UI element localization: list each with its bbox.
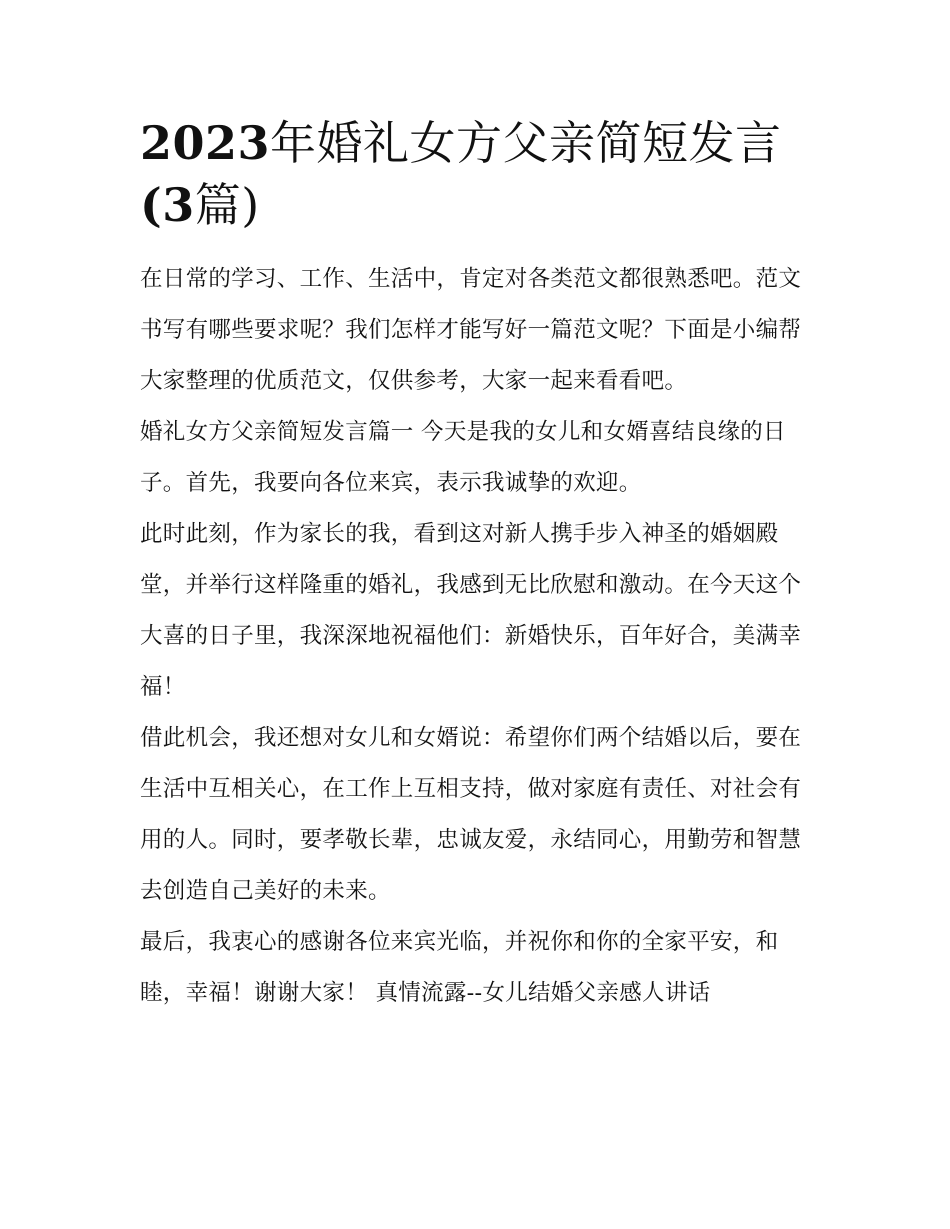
- title-count-suffix: 篇): [194, 178, 260, 232]
- paragraph-speech-opening: 婚礼女方父亲简短发言篇一 今天是我的女儿和女婿喜结良缘的日子。首先，我要向各位来宾，表示我诚挚的欢迎。: [140, 419, 786, 496]
- title-count-number: (3: [140, 178, 195, 232]
- title-text: 年婚礼女方父亲简短发言: [270, 116, 782, 170]
- paragraph-intro: 在日常的学习、工作、生活中，肯定对各类范文都很熟悉吧。范文书写有哪些要求呢？我们怎样才能写好一篇范文呢？下面是小编帮大家整理的优质范文，仅供参考，大家一起来看看吧。: [140, 266, 802, 394]
- paragraph-closing: 最后，我衷心的感谢各位来宾光临，并祝你和你的全家平安，和睦，幸福！谢谢大家！ 真情流露--女儿结婚父亲感人讲话: [140, 929, 779, 1006]
- document-title: [140, 112, 820, 236]
- paragraph-advice: 借此机会，我还想对女儿和女婿说：希望你们两个结婚以后，要在生活中互相关心，在工作上互相支持，做对家庭有责任、对社会有用的人。同时，要孝敬长辈，忠诚友爱，永结同心，用勤劳和智慧去创造自己美好的未来。: [140, 725, 802, 904]
- paragraph-blessing: 此时此刻，作为家长的我，看到这对新人携手步入神圣的婚姻殿堂，并举行这样隆重的婚礼，我感到无比欣慰和激动。在今天这个大喜的日子里，我深深地祝福他们：新婚快乐，百年好合，美满幸福！: [140, 521, 802, 700]
- title-year: 2023: [140, 116, 271, 170]
- document-page: [140, 112, 820, 1019]
